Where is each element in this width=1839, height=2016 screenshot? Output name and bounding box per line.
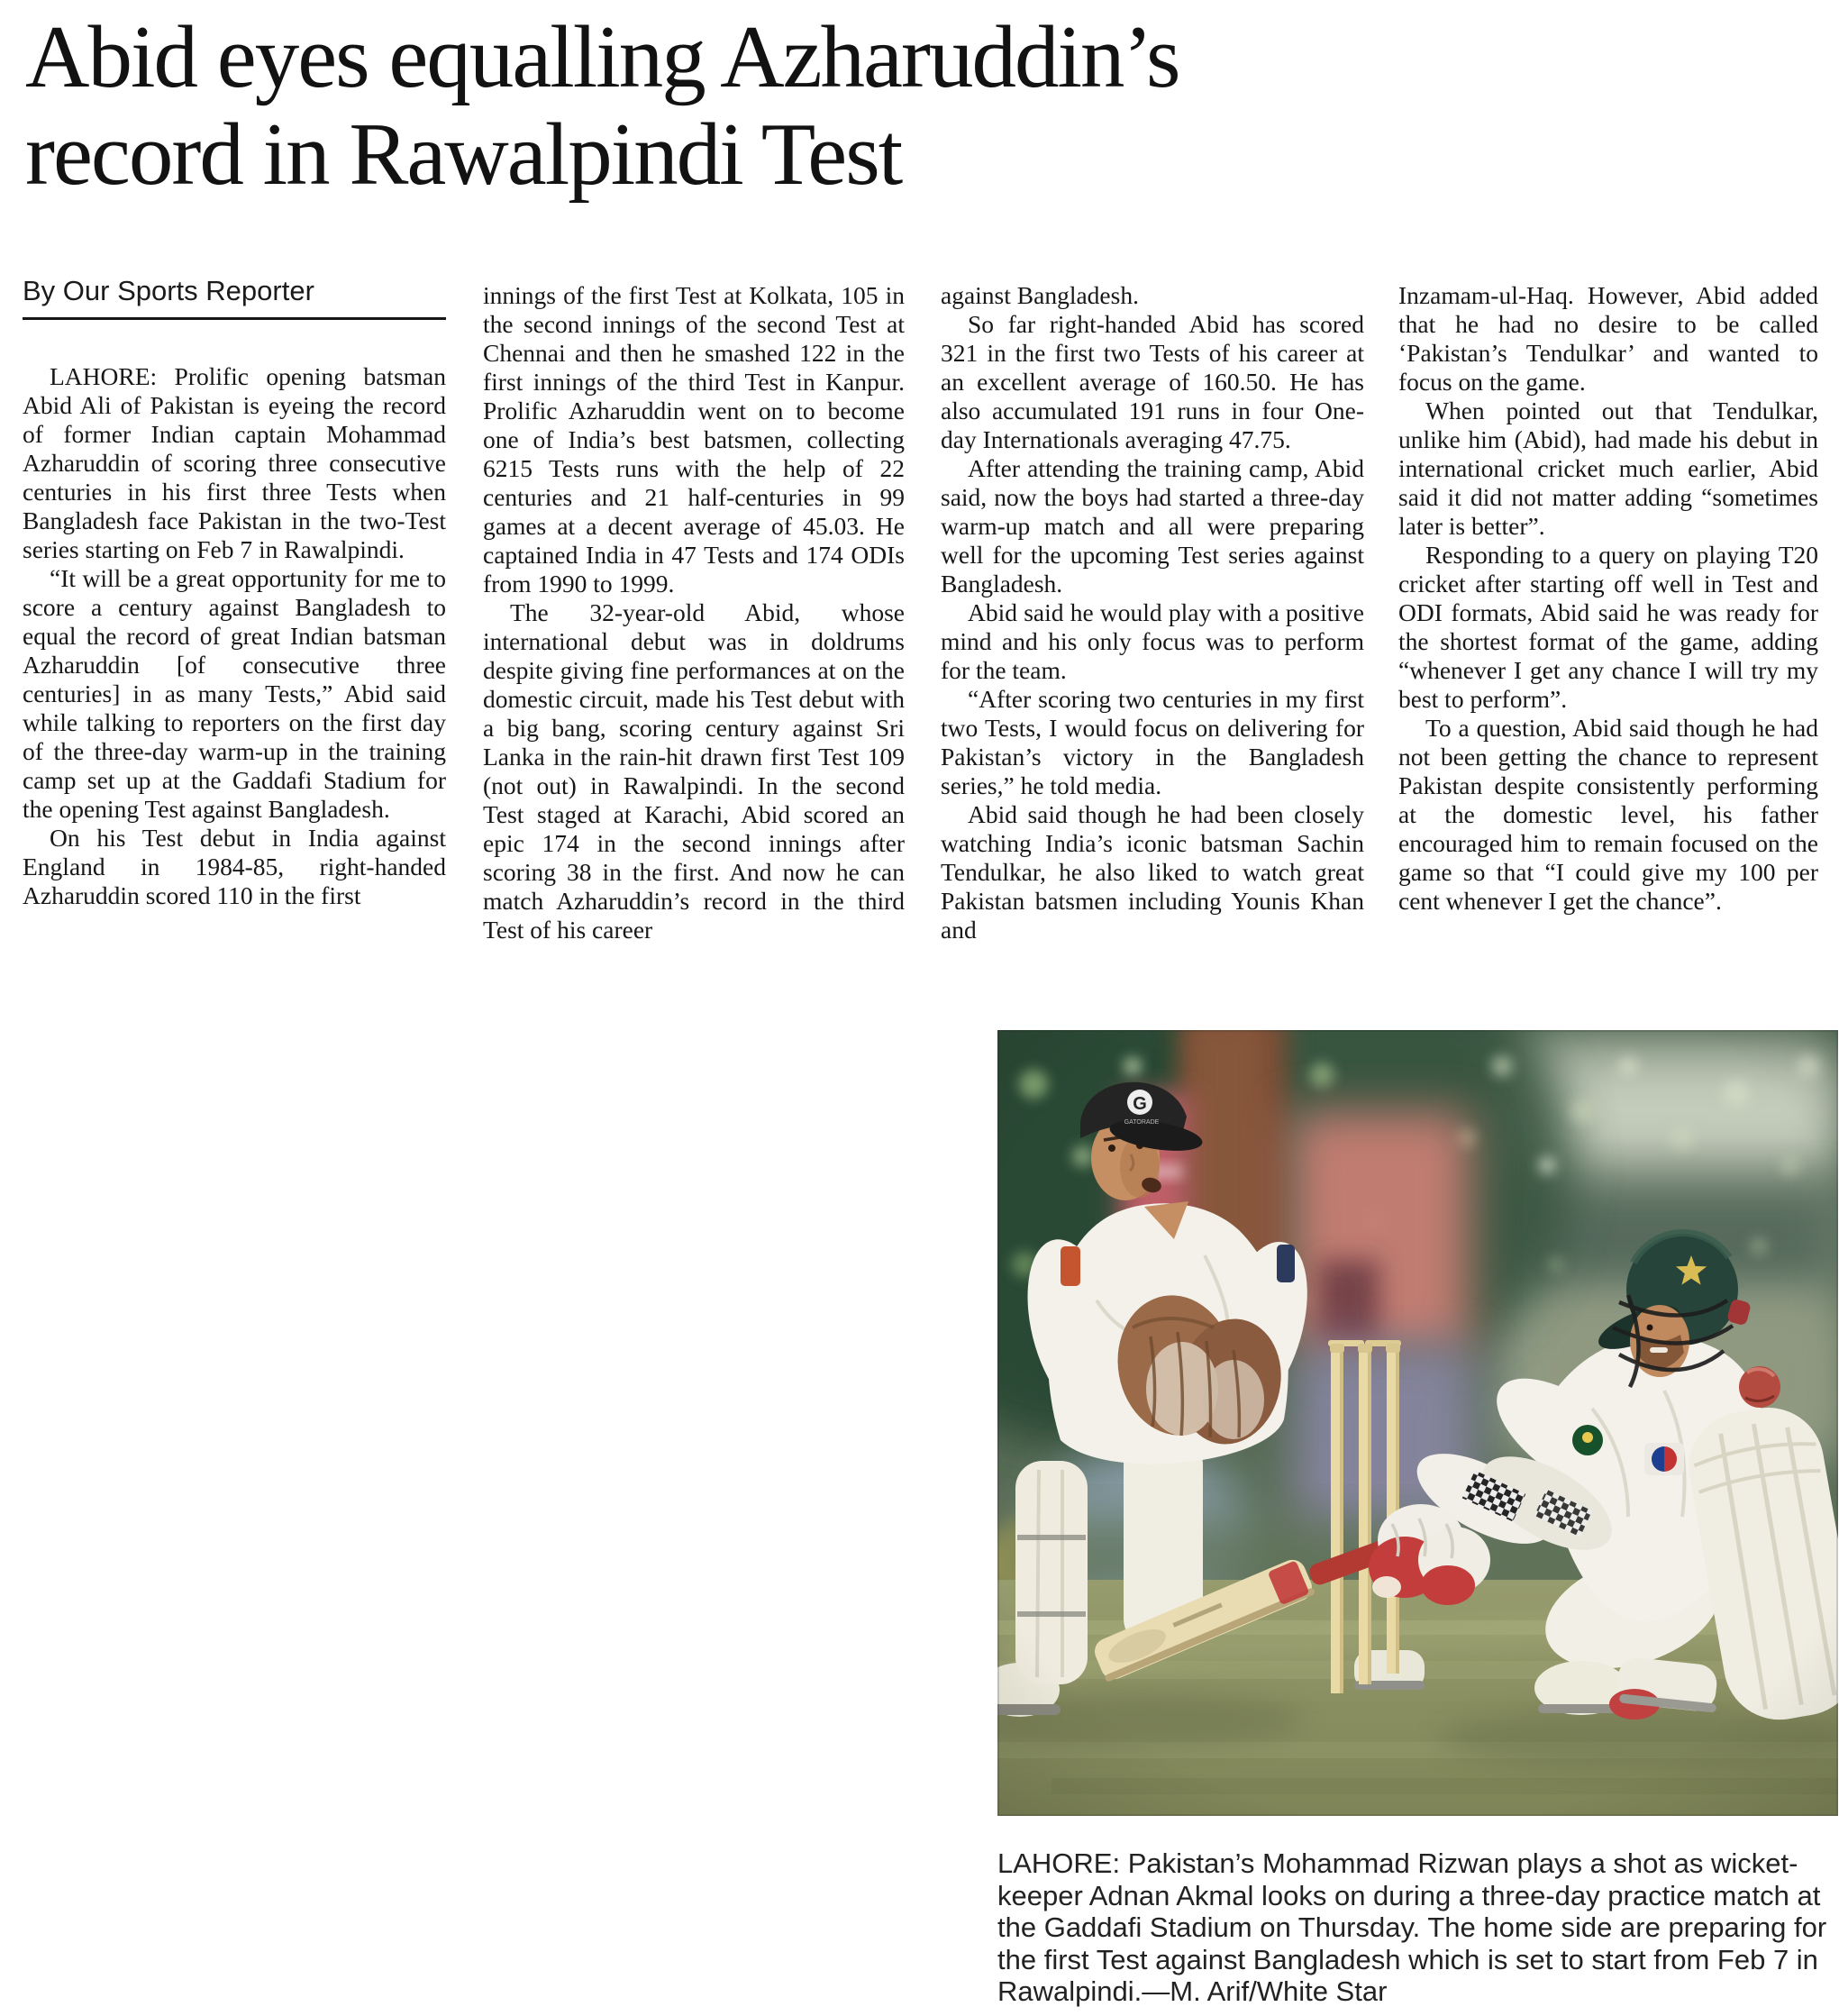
paragraph: LAHORE: Prolific opening batsman Abid Ali of Pakistan is eyeing the record of former Indian captain Mohammad Azharuddin of scoring three consecutive centuries in his first three Tests when Bangladesh face Pakistan in the two-Test series starting on Feb 7 in Rawalpindi.: [23, 362, 446, 563]
article-column-1: [23, 362, 446, 910]
news-photo: [997, 1030, 1838, 1816]
article-column-4: [1398, 281, 1818, 916]
paragraph: When pointed out that Tendulkar, unlike him (Abid), had made his debut in international cricket much earlier, Abid said it did not matter adding “sometimes later is better”.: [1398, 397, 1818, 540]
paragraph: After attending the training camp, Abid said, now the boys had started a three-day warm-up match and all were preparing well for the upcoming Test series against Bangladesh.: [941, 454, 1364, 598]
photo-caption: LAHORE: Pakistan’s Mohammad Rizwan plays a shot as wicket-keeper Adnan Akmal looks on during a three-day practice match at the Gaddafi Stadium on Thursday. The home side are preparing for the first Test against Bangladesh which is set to start from Feb 7 in Rawalpindi.—M. Arif/White Star: [997, 1847, 1827, 2007]
headline-line-2: record in Rawalpindi Test: [25, 105, 902, 204]
byline-block: [23, 276, 446, 320]
paragraph: So far right-handed Abid has scored 321 in the first two Tests of his career at an excellent average of 160.50. He has also accumulated 191 runs in four One-day Internationals averaging 47.75.: [941, 310, 1364, 453]
headline-line-1: Abid eyes equalling Azharuddin’s: [25, 8, 1179, 106]
paragraph: “After scoring two centuries in my first two Tests, I would focus on delivering for Pakistan’s victory in the Bangladesh series,” he told media.: [941, 685, 1364, 799]
paragraph: “It will be a great opportunity for me to score a century against Bangladesh to equal the record of great Indian batsman Azharuddin [of consecutive three centuries] in as many Tests,” Abid said while talking to reporters on the first day of the three-day warm-up in the training camp set up at the Gaddafi Stadium for the opening Test against Bangladesh.: [23, 564, 446, 823]
paragraph: against Bangladesh.: [941, 281, 1139, 309]
article-column-2: [483, 281, 905, 944]
paragraph: The 32-year-old Abid, whose international debut was in doldrums despite giving fine performances at on the domestic circuit, made his Test debut with a big bang, scoring century against Sri Lanka in the rain-hit drawn first Test 109 (not out) in Rawalpindi. In the second Test staged at Karachi, Abid scored an epic 174 in the second innings after scoring 38 in the first. And now he can match Azharuddin’s record in the third Test of his career: [483, 598, 905, 944]
headline: [25, 9, 1503, 204]
paragraph: innings of the first Test at Kolkata, 105 in the second innings of the second Test at Chennai and then he smashed 122 in the first innings of the third Test in Kanpur. Prolific Azharuddin went on to become one of India’s best batsmen, collecting 6215 Tests runs with the help of 22 centuries and 21 half-centuries in 99 games at a decent average of 45.03. He captained India in 47 Tests and 174 ODIs from 1990 to 1999.: [483, 281, 905, 598]
paragraph: Abid said he would play with a positive mind and his only focus was to perform for the team.: [941, 598, 1364, 684]
paragraph: Responding to a query on playing T20 cricket after starting off well in Test and ODI formats, Abid said he was ready for the shortest format of the game, adding “whenever I get any chance I will try my best to perform”.: [1398, 541, 1818, 713]
paragraph: Abid said though he had been closely watching India’s iconic batsman Sachin Tendulkar, he also liked to watch great Pakistan batsmen including Younis Khan and: [941, 800, 1364, 944]
paragraph: On his Test debut in India against England in 1984-85, right-handed Azharuddin scored 110 in the first: [23, 824, 446, 909]
byline: By Our Sports Reporter: [23, 275, 314, 306]
article-column-3: [941, 281, 1364, 944]
cricket-photo-illustration: [997, 1030, 1838, 1816]
paragraph: To a question, Abid said though he had not been getting the chance to represent Pakistan despite consistently performing at the domestic level, his father encouraged him to remain focused on the game so that “I could give my 100 per cent whenever I get the chance”.: [1398, 714, 1818, 915]
paragraph: Inzamam-ul-Haq. However, Abid added that he had no desire to be called ‘Pakistan’s Tendulkar’ and wanted to focus on the game.: [1398, 281, 1818, 396]
